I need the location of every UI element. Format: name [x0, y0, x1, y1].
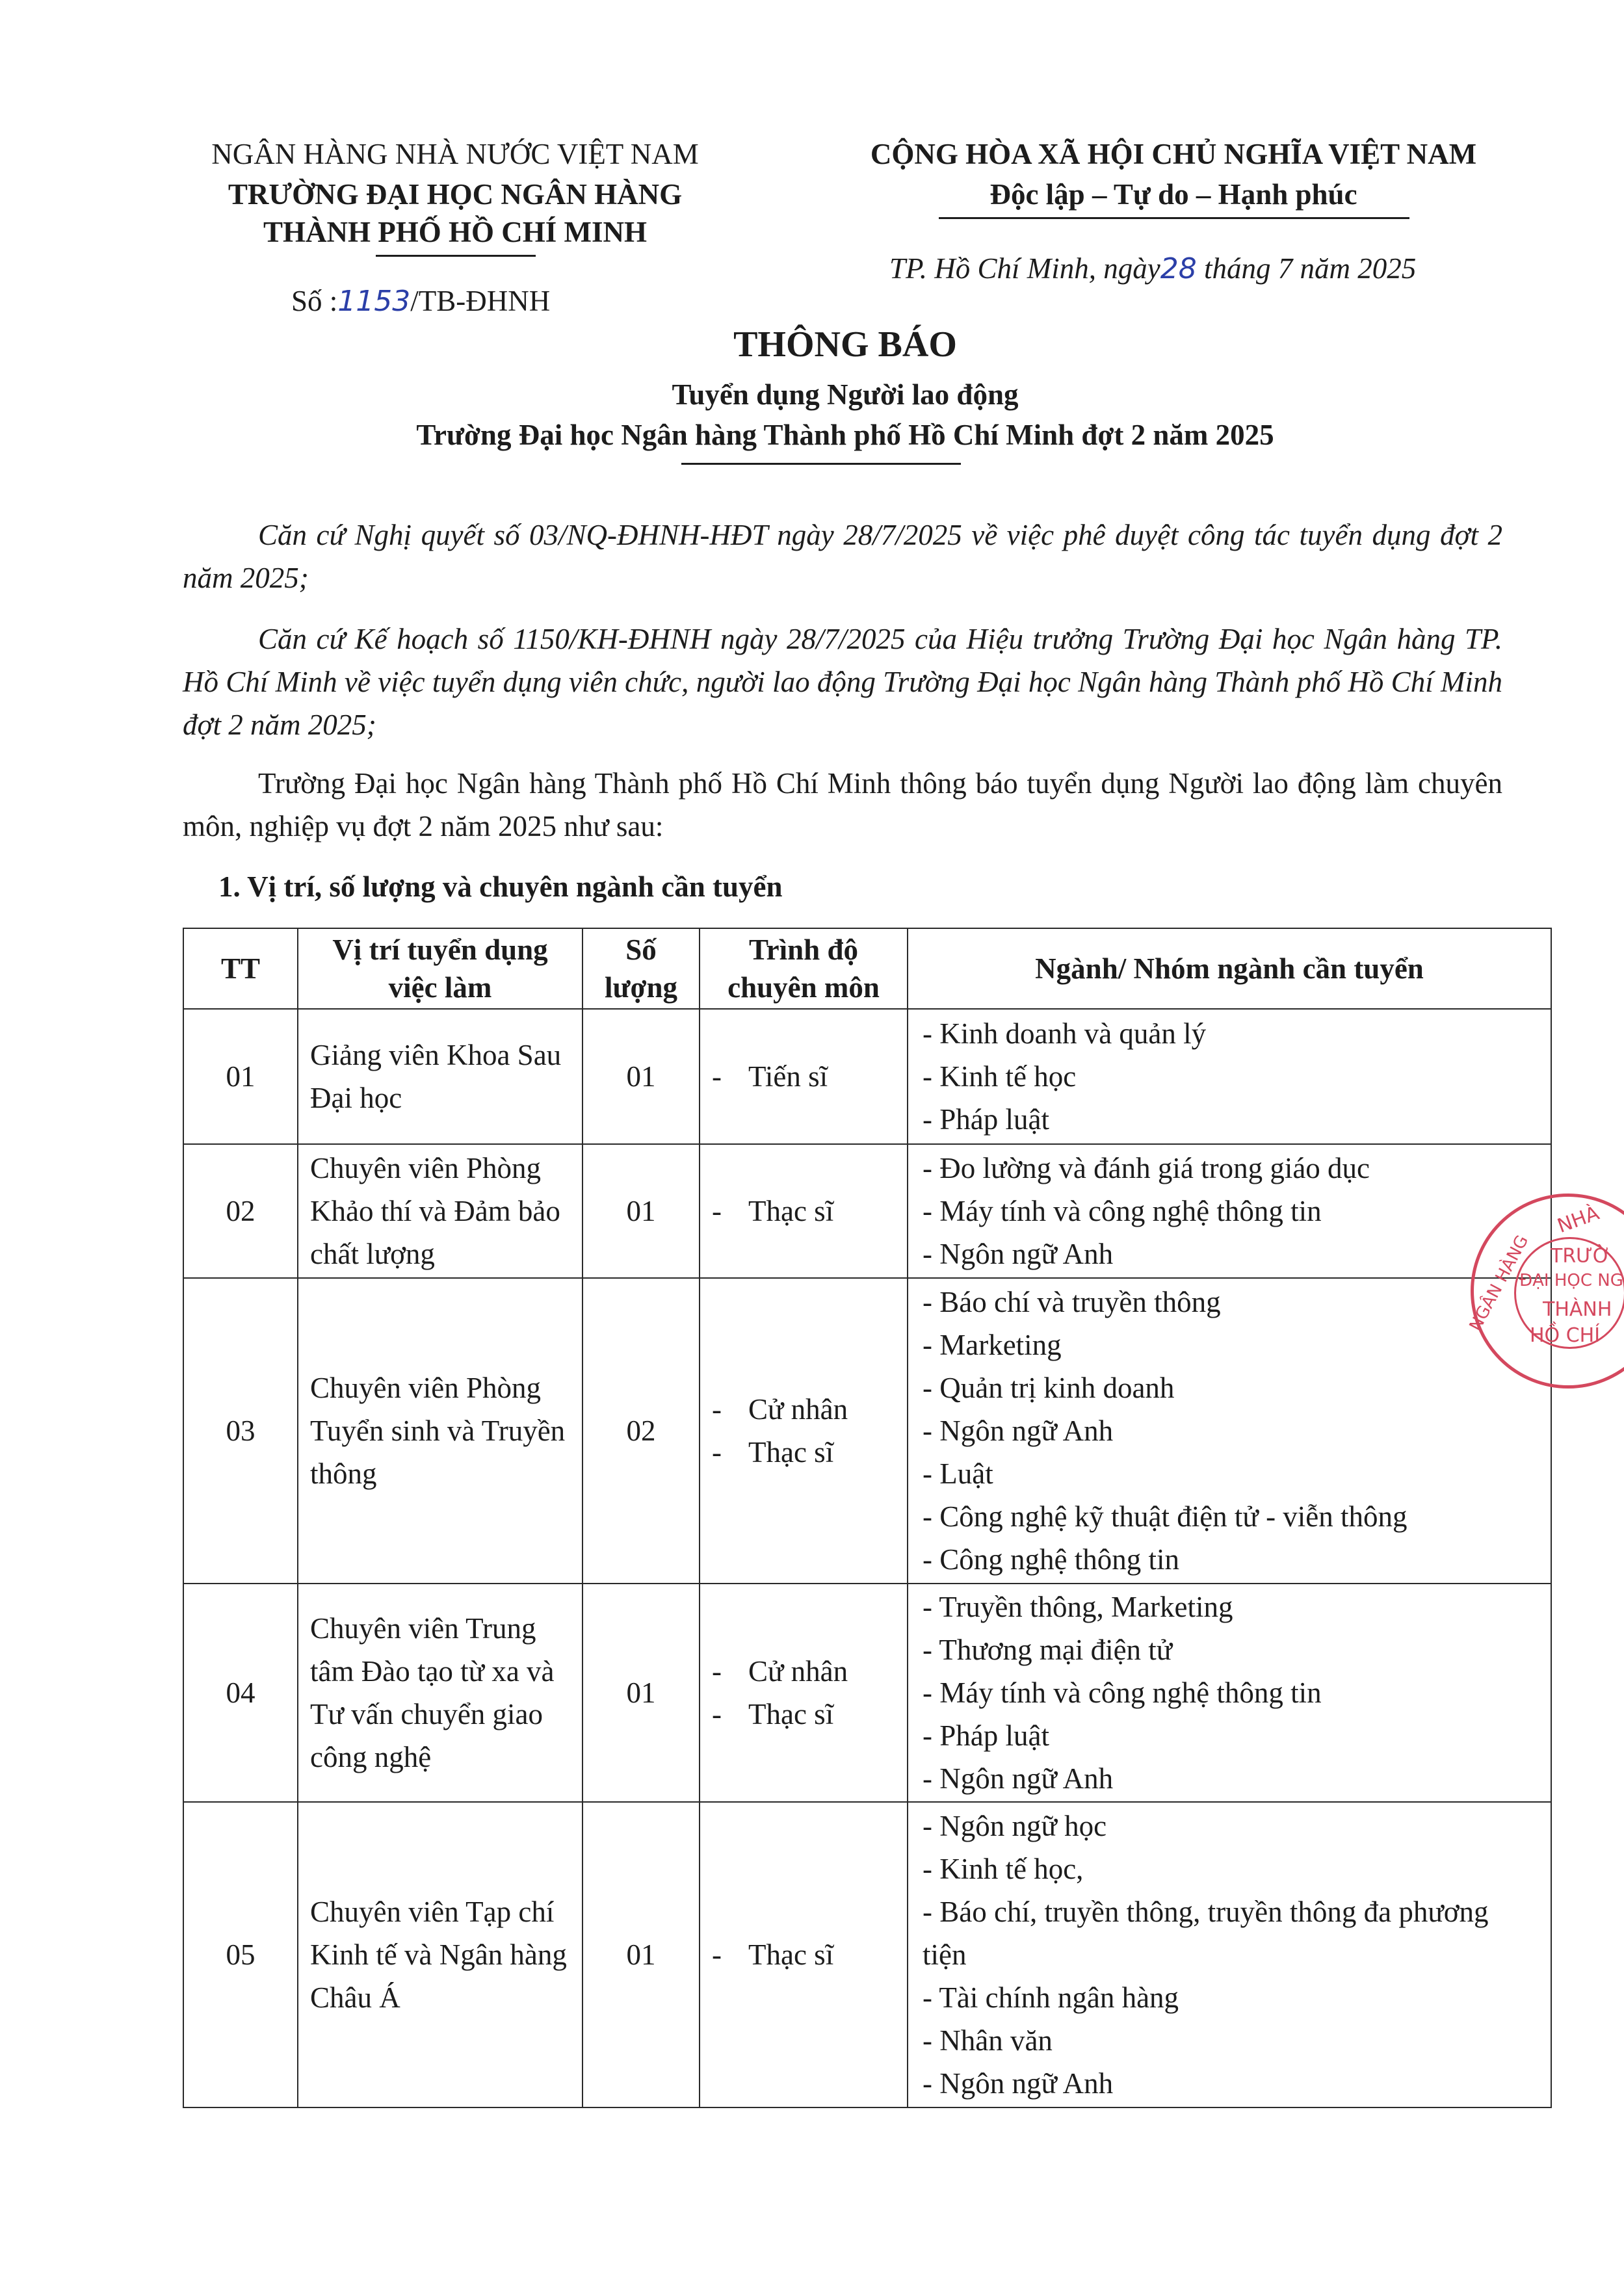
- major-item: - Máy tính và công nghệ thông tin: [923, 1676, 1322, 1709]
- row-majors: [908, 1009, 1551, 1144]
- major-item: - Pháp luật: [923, 1719, 1049, 1752]
- level-item: - Thạc sĩ: [712, 1933, 895, 1976]
- seal-text-3: THÀNH: [1543, 1298, 1612, 1321]
- row-level: [700, 1584, 908, 1802]
- major-item: - Pháp luật: [923, 1103, 1049, 1136]
- country-name: CỘNG HÒA XÃ HỘI CHỦ NGHĨA VIỆT NAM: [870, 138, 1477, 170]
- row-majors: [908, 1278, 1551, 1584]
- major-item: - Marketing: [923, 1329, 1062, 1361]
- major-item: - Đo lường và đánh giá trong giáo dục: [923, 1152, 1370, 1184]
- header-quantity: Số lượng: [583, 928, 700, 1009]
- table-header-row: [183, 928, 1551, 1009]
- table-row: [183, 1278, 1551, 1584]
- header-position: Vị trí tuyển dụng việc làm: [298, 928, 583, 1009]
- table-row: [183, 1584, 1551, 1802]
- row-position: Chuyên viên Phòng Khảo thí và Đảm bảo chất lượng: [298, 1144, 583, 1278]
- legal-basis-2-text: Căn cứ Kế hoạch số 1150/KH-ĐHNH ngày 28/7/2025 của Hiệu trưởng Trường Đại học Ngân hàng TP. Hồ Chí Minh về việc tuyển dụng viên chức, người lao động Trường Đại học Ngân hàng Thành phố Hồ Chí Minh đợt 2 năm 2025;: [183, 623, 1502, 741]
- announcement-intro-text: Trường Đại học Ngân hàng Thành phố Hồ Chí Minh thông báo tuyển dụng Người lao động làm chuyên môn, nghiệp vụ đợt 2 năm 2025 như sau:: [183, 767, 1502, 842]
- section-1-heading: 1. Vị trí, số lượng và chuyên ngành cần tuyển: [218, 870, 783, 903]
- document-number-suffix: /TB-ĐHNH: [410, 285, 551, 317]
- seal-text-top: NHÀ: [1554, 1201, 1603, 1238]
- level-item: - Tiến sĩ: [712, 1055, 895, 1098]
- row-position: Chuyên viên Trung tâm Đào tạo từ xa và Tư vấn chuyển giao công nghệ: [298, 1584, 583, 1802]
- table-row: [183, 1802, 1551, 2107]
- seal-text-2: ĐẠI HỌC NG: [1519, 1271, 1623, 1290]
- major-item: - Nhân văn: [923, 2024, 1053, 2057]
- legal-basis-2: [183, 618, 1502, 746]
- document-number: [291, 281, 550, 322]
- row-quantity: 01: [583, 1802, 700, 2107]
- document-subtitle-2: Trường Đại học Ngân hàng Thành phố Hồ Chí Minh đợt 2 năm 2025: [416, 419, 1274, 451]
- major-item: - Báo chí và truyền thông: [923, 1286, 1221, 1318]
- header-level: Trình độ chuyên môn: [700, 928, 908, 1009]
- major-item: - Công nghệ thông tin: [923, 1543, 1179, 1576]
- level-item: - Thạc sĩ: [712, 1190, 895, 1233]
- header-majors: Ngành/ Nhóm ngành cần tuyển: [908, 928, 1551, 1009]
- major-item: - Kinh tế học: [923, 1060, 1077, 1093]
- row-level: [700, 1009, 908, 1144]
- row-majors: [908, 1144, 1551, 1278]
- row-tt: 02: [183, 1144, 298, 1278]
- major-item: - Tài chính ngân hàng: [923, 1981, 1179, 2014]
- document-number-prefix: Số :: [291, 285, 338, 317]
- issue-date-suffix: tháng 7 năm 2025: [1196, 252, 1417, 285]
- major-item: - Ngôn ngữ Anh: [923, 1415, 1114, 1447]
- major-item: - Thương mại điện tử: [923, 1634, 1173, 1666]
- agency-name: NGÂN HÀNG NHÀ NƯỚC VIỆT NAM: [211, 138, 699, 170]
- recruitment-table: [183, 928, 1552, 2108]
- row-tt: 04: [183, 1584, 298, 1802]
- major-item: - Luật: [923, 1457, 993, 1490]
- document-subtitle-1: Tuyển dụng Người lao động: [672, 378, 1019, 411]
- row-tt: 03: [183, 1278, 298, 1584]
- row-quantity: 01: [583, 1584, 700, 1802]
- row-majors: [908, 1802, 1551, 2107]
- document-title: THÔNG BÁO: [733, 324, 957, 365]
- row-tt: 05: [183, 1802, 298, 2107]
- legal-basis-1-text: Căn cứ Nghị quyết số 03/NQ-ĐHNH-HĐT ngày 28/7/2025 về việc phê duyệt công tác tuyển dụng đợt 2 năm 2025;: [183, 519, 1502, 594]
- issue-date: [889, 248, 1416, 289]
- level-item: - Cử nhân: [712, 1650, 895, 1693]
- row-level: [700, 1802, 908, 2107]
- row-position: Chuyên viên Phòng Tuyển sinh và Truyền thông: [298, 1278, 583, 1584]
- table-row: [183, 1009, 1551, 1144]
- seal-text-arc: NGÂN HÀNG: [1465, 1232, 1533, 1335]
- major-item: - Ngôn ngữ Anh: [923, 1238, 1114, 1270]
- row-quantity: 01: [583, 1144, 700, 1278]
- motto-underline: [939, 217, 1409, 219]
- row-level: [700, 1278, 908, 1584]
- document-number-handwritten: 1153: [337, 285, 411, 318]
- school-name-line2: THÀNH PHỐ HỒ CHÍ MINH: [263, 216, 647, 248]
- major-item: - Ngôn ngữ Anh: [923, 2067, 1114, 2100]
- row-quantity: 02: [583, 1278, 700, 1584]
- major-item: - Ngôn ngữ học: [923, 1810, 1107, 1842]
- major-item: - Báo chí, truyền thông, truyền thông đa phương tiện: [923, 1896, 1489, 1971]
- announcement-intro: [183, 762, 1502, 848]
- row-tt: 01: [183, 1009, 298, 1144]
- row-level: [700, 1144, 908, 1278]
- school-name-underline: [376, 255, 536, 257]
- major-item: - Công nghệ kỹ thuật điện tử - viễn thông: [923, 1500, 1408, 1533]
- level-item: - Cử nhân: [712, 1388, 895, 1431]
- table-row: [183, 1144, 1551, 1278]
- issue-date-day-handwritten: 28: [1160, 252, 1197, 285]
- level-item: - Thạc sĩ: [712, 1431, 895, 1474]
- major-item: - Ngôn ngữ Anh: [923, 1762, 1114, 1795]
- row-position: Chuyên viên Tạp chí Kinh tế và Ngân hàng Châu Á: [298, 1802, 583, 2107]
- major-item: - Truyền thông, Marketing: [923, 1591, 1233, 1623]
- major-item: - Kinh tế học,: [923, 1853, 1084, 1885]
- row-quantity: 01: [583, 1009, 700, 1144]
- seal-text-4: HỒ CHÍ: [1530, 1324, 1601, 1347]
- header-tt: TT: [183, 928, 298, 1009]
- major-item: - Kinh doanh và quản lý: [923, 1017, 1207, 1050]
- row-position: Giảng viên Khoa Sau Đại học: [298, 1009, 583, 1144]
- school-name-line1: TRƯỜNG ĐẠI HỌC NGÂN HÀNG: [228, 178, 683, 211]
- issue-date-prefix: TP. Hồ Chí Minh, ngày: [889, 252, 1160, 285]
- legal-basis-1: [183, 514, 1502, 599]
- motto: Độc lập – Tự do – Hạnh phúc: [989, 178, 1357, 211]
- level-item: - Thạc sĩ: [712, 1693, 895, 1736]
- row-majors: [908, 1584, 1551, 1802]
- title-underline: [681, 463, 961, 465]
- major-item: - Máy tính và công nghệ thông tin: [923, 1195, 1322, 1227]
- major-item: - Quản trị kinh doanh: [923, 1372, 1175, 1404]
- seal-text-1: TRƯỜ: [1551, 1245, 1611, 1268]
